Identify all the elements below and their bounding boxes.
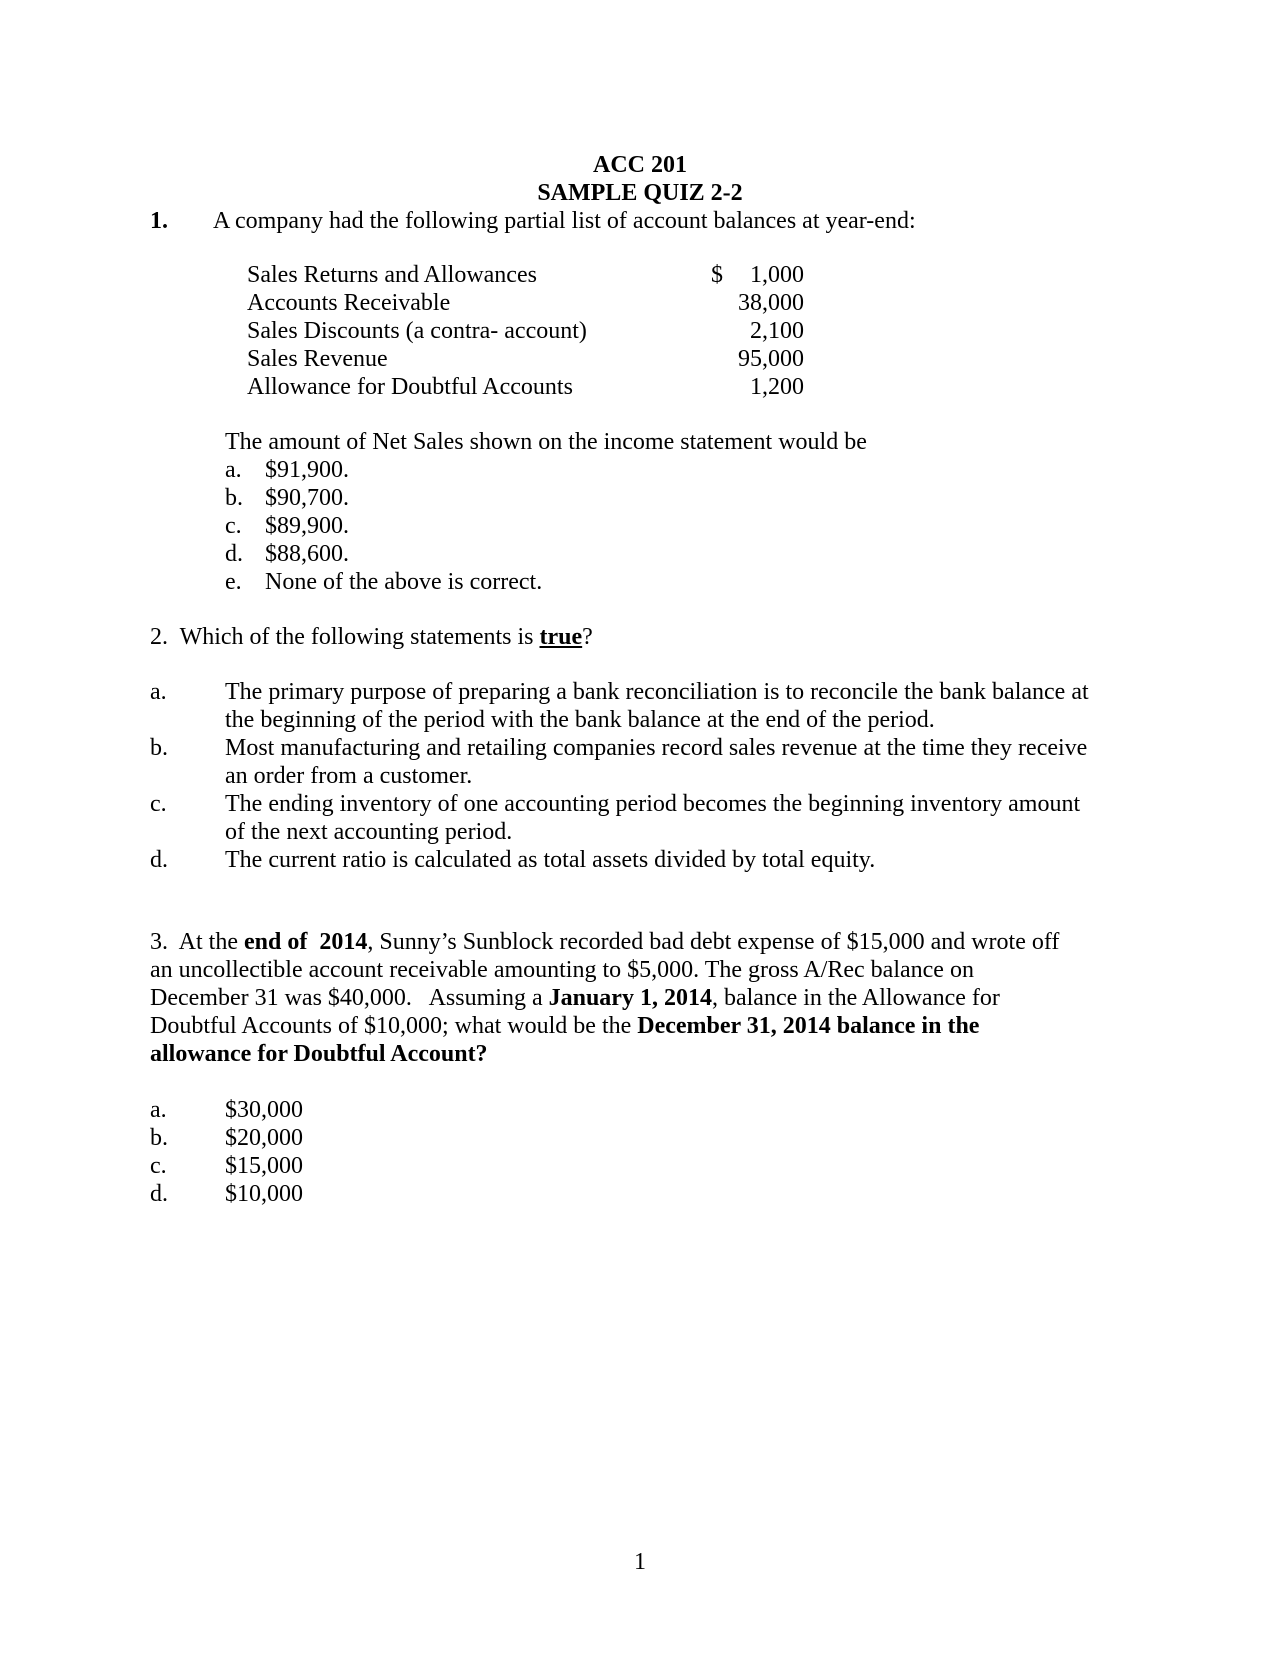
currency-symbol: $ <box>711 262 723 288</box>
q1-question: The amount of Net Sales shown on the income statement would be <box>225 429 867 455</box>
option-letter: a. <box>150 679 167 705</box>
q3-line-4 <box>150 1012 979 1040</box>
q3-text: , balance in the Allowance for <box>711 985 1000 1011</box>
account-amount: 2,100 <box>750 318 804 344</box>
option-text: $90,700. <box>265 485 349 511</box>
option-letter: e. <box>225 569 242 595</box>
q2-stem-prefix: 2. Which of the following statements is <box>150 624 540 650</box>
q3-emphasis: January 1, 2014 <box>548 985 712 1011</box>
option-text: $91,900. <box>265 457 349 483</box>
page-number: 1 <box>634 1549 646 1575</box>
option-text: $10,000 <box>225 1181 303 1207</box>
q3-text: , Sunny’s Sunblock recorded bad debt expense of $15,000 and wrote off <box>367 929 1060 955</box>
q3-line-2: an uncollectible account receivable amounting to $5,000. The gross A/Rec balance on <box>150 957 974 983</box>
account-name: Allowance for Doubtful Accounts <box>247 374 573 400</box>
option-letter: b. <box>225 485 243 511</box>
option-text-line1: The primary purpose of preparing a bank reconciliation is to reconcile the bank balance at <box>225 679 1089 705</box>
q3-text: 3. At the <box>150 929 244 955</box>
option-text-line1: The ending inventory of one accounting period becomes the beginning inventory amount <box>225 791 1081 817</box>
q2-emphasis: true <box>539 624 583 650</box>
option-text: $20,000 <box>225 1125 303 1151</box>
option-text: $89,900. <box>265 513 349 539</box>
option-text-line1: The current ratio is calculated as total assets divided by total equity. <box>225 847 876 873</box>
option-letter: d. <box>150 847 168 873</box>
account-name: Sales Discounts (a contra- account) <box>247 318 587 344</box>
q3-text: Doubtful Accounts of $10,000; what would be the <box>150 1013 638 1039</box>
q3-line-3 <box>150 984 1000 1012</box>
q3-line-5: allowance for Doubtful Account? <box>150 1041 488 1067</box>
q3-emphasis: December 31, 2014 balance in the <box>637 1013 980 1039</box>
option-letter: a. <box>225 457 242 483</box>
option-text: $88,600. <box>265 541 349 567</box>
option-letter: b. <box>150 735 168 761</box>
account-name: Sales Revenue <box>247 346 388 372</box>
option-letter: c. <box>150 791 167 817</box>
q3-text: December 31 was $40,000. Assuming a <box>150 985 549 1011</box>
option-text: None of the above is correct. <box>265 569 543 595</box>
q1-stem: A company had the following partial list of account balances at year-end: <box>213 208 916 234</box>
q2-stem-suffix: ? <box>582 624 593 650</box>
account-name: Accounts Receivable <box>247 290 451 316</box>
course-title: ACC 201 <box>593 152 687 178</box>
q3-line-1 <box>150 928 1059 956</box>
account-amount: 95,000 <box>738 346 804 372</box>
option-text: $30,000 <box>225 1097 303 1123</box>
q3-emphasis: end of 2014 <box>244 929 368 955</box>
option-letter: a. <box>150 1097 167 1123</box>
option-letter: c. <box>225 513 242 539</box>
option-letter: d. <box>150 1181 168 1207</box>
option-letter: c. <box>150 1153 167 1179</box>
option-text-line2: of the next accounting period. <box>225 819 513 845</box>
quiz-title: SAMPLE QUIZ 2-2 <box>537 180 743 206</box>
option-letter: d. <box>225 541 243 567</box>
account-name: Sales Returns and Allowances <box>247 262 537 288</box>
option-text-line2: an order from a customer. <box>225 763 473 789</box>
option-text-line1: Most manufacturing and retailing companies record sales revenue at the time they receive <box>225 735 1088 761</box>
option-text: $15,000 <box>225 1153 303 1179</box>
q1-number: 1. <box>150 208 168 234</box>
q2-stem <box>150 623 593 651</box>
account-amount: 38,000 <box>738 290 804 316</box>
account-amount: 1,000 <box>750 262 804 288</box>
account-amount: 1,200 <box>750 374 804 400</box>
option-letter: b. <box>150 1125 168 1151</box>
option-text-line2: the beginning of the period with the bank balance at the end of the period. <box>225 707 935 733</box>
